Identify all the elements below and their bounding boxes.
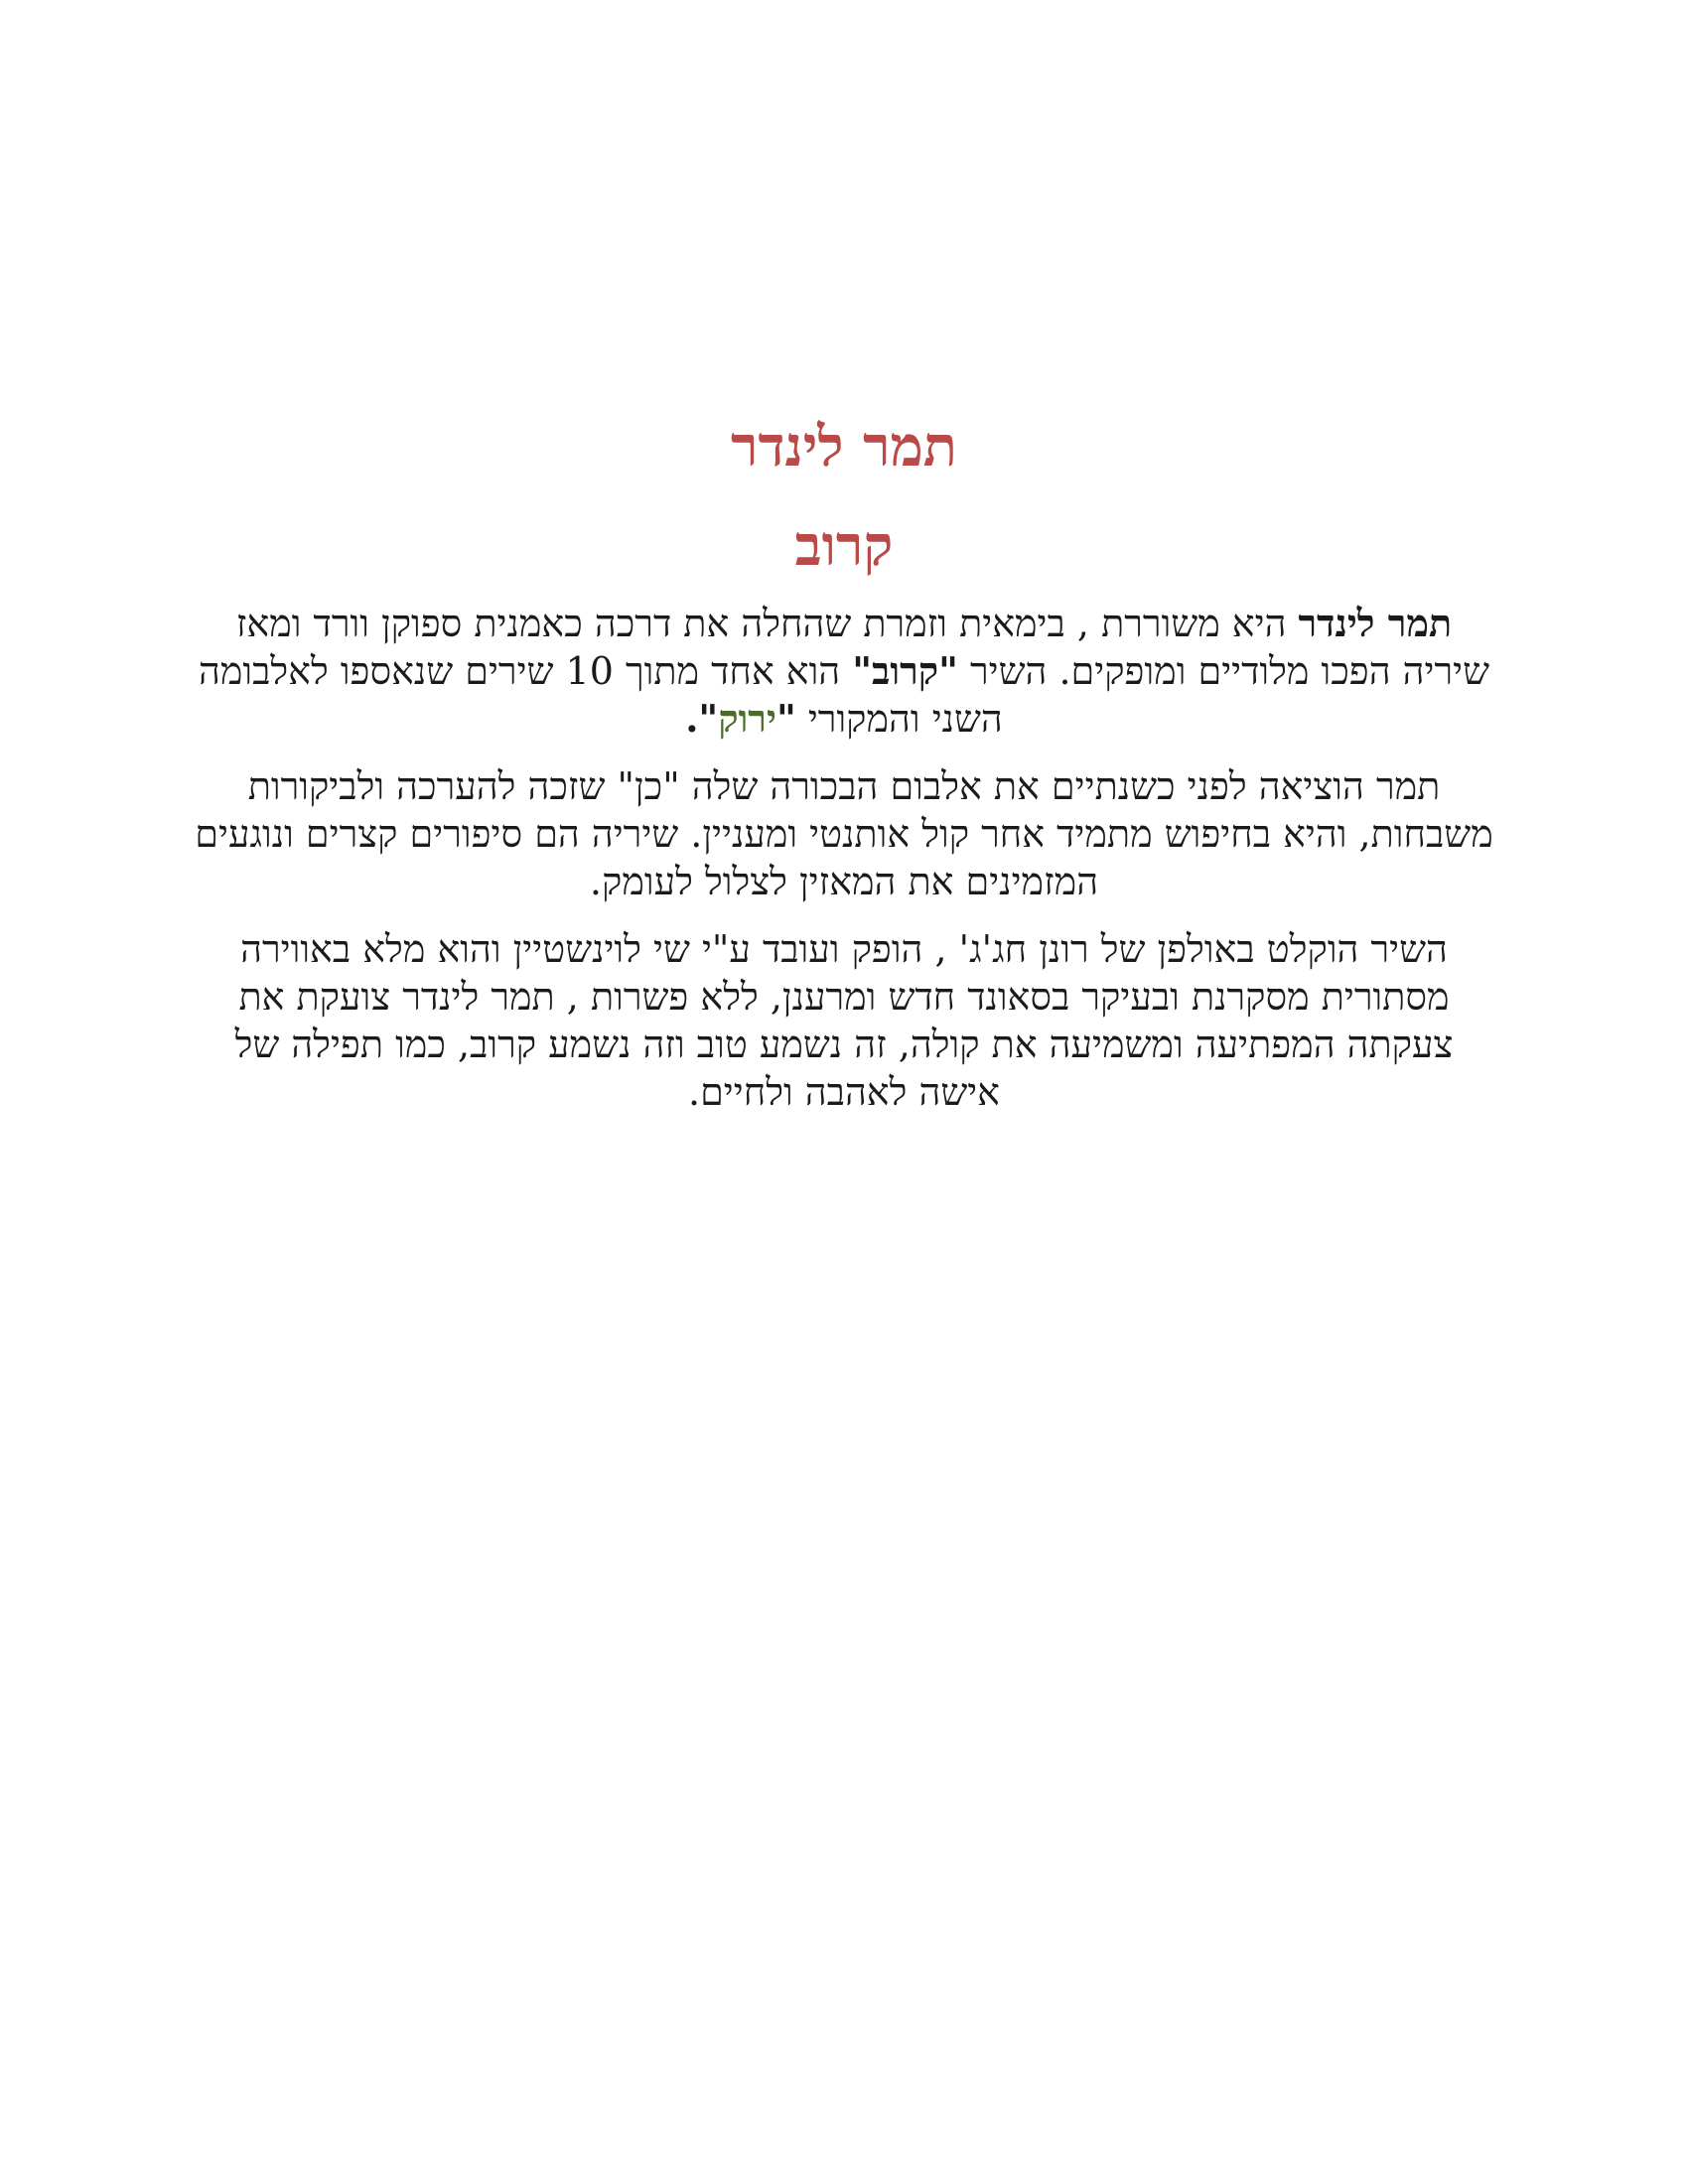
song-name-bold: "קרוב" xyxy=(852,648,958,693)
artist-name-bold: תמר לינדר xyxy=(1298,601,1453,645)
intro-text-a: היא משוררת , בימאית וזמרת שהחלה את דרכה כאמנית ספוקן וורד ומאז שיריה הפכו מלודיים ומופקים. השיר xyxy=(235,602,1490,693)
recording-paragraph: השיר הוקלט באולפן של רונן חג'ג' , הופק ועובד ע"י שי לוינשטיין והוא מלא באווירה מסתורית מסקרנת ובעיקר בסאונד חדש ומרענן, ללא פשרות , תמר לינדר צועקת את צעקתה המפתיעה ומשמיעה את קולה, זה נשמע טוב וזה נשמע קרוב, כמו תפילה של אישה לאהבה ולחיים. xyxy=(234,927,1454,1114)
intro-text-b: הוא אחד מתוך 10 שירים שנאספו לאלבומה השני והמקורי xyxy=(198,649,1003,741)
document-body xyxy=(189,407,1499,1116)
song-title: קרוב xyxy=(794,513,894,579)
debut-album-paragraph: תמר הוציאה לפני כשנתיים את אלבום הבכורה שלה "כן" שזכה להערכה ולביקורות משבחות, והיא בחיפוש מתמיד אחר קול אותנטי ומעניין. שיריה הם סיפורים קצרים ונוגעים המזמינים את המאזין לצלול לעומק. xyxy=(195,764,1493,903)
intro-paragraph xyxy=(189,600,1499,743)
album-name: ירוק xyxy=(718,696,776,741)
album-quote-open: " xyxy=(775,696,796,741)
album-quote-close: ". xyxy=(685,696,719,741)
artist-title: תמר לינדר xyxy=(731,414,957,479)
